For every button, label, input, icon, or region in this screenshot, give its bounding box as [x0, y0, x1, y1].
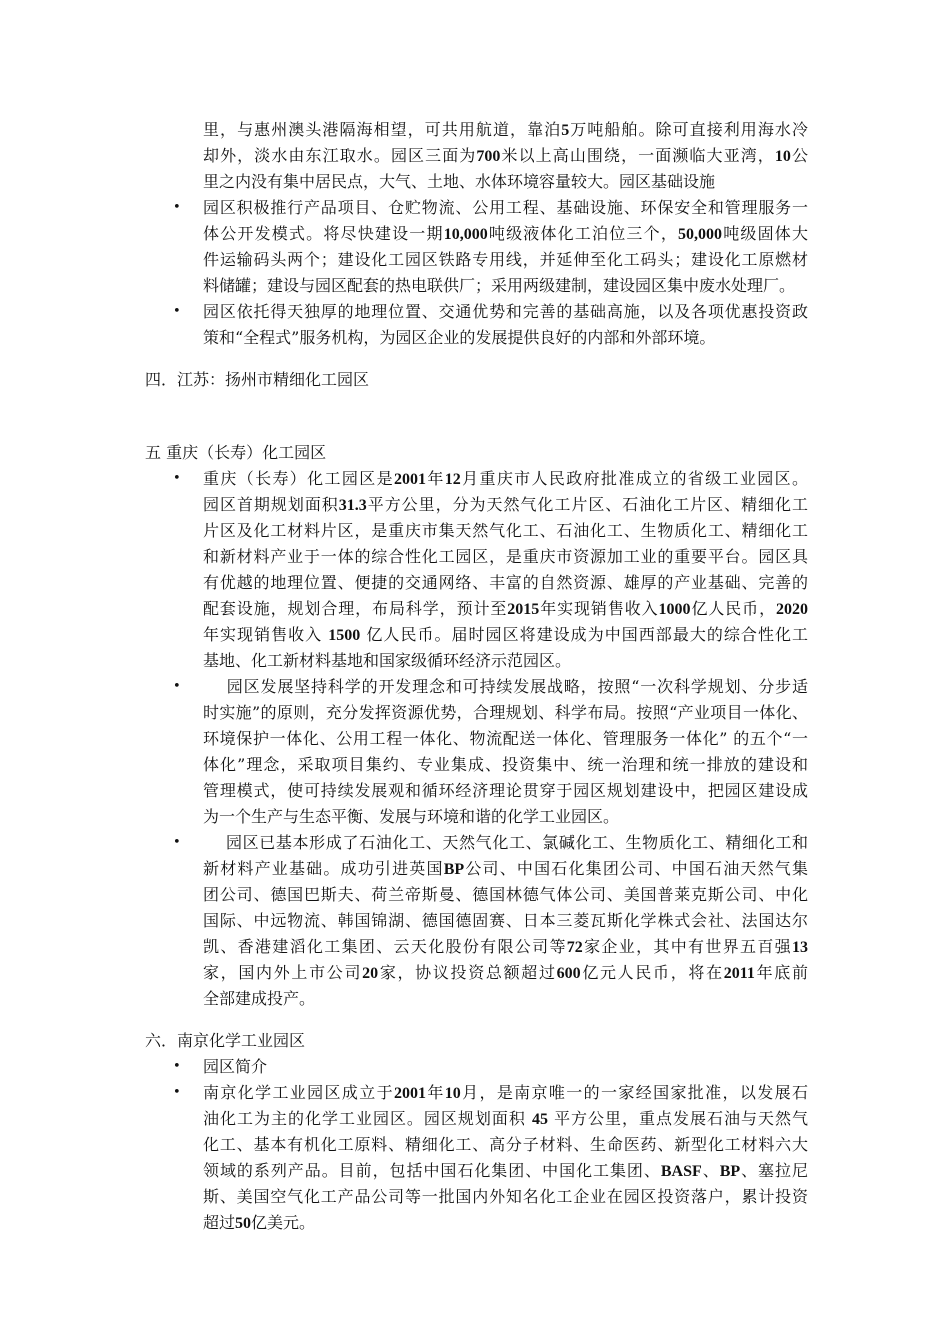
paragraph-line: 国际、中远物流、韩国锦湖、德国德固赛、日本三菱瓦斯化学株式会社、法国达尔 [203, 911, 808, 930]
paragraph-line: 基地、化工新材料基地和国家级循环经济示范园区。 [203, 651, 572, 670]
paragraph-line: 油化工为主的化学工业园区。园区规划面积 45 平方公里，重点发展石油与天然气 [203, 1109, 808, 1128]
paragraph-line: 却外，淡水由东江取水。园区三面为700米以上高山围绕，一面濒临大亚湾，10公 [203, 146, 808, 165]
paragraph-line: 南京化学工业园区成立于2001年10月，是南京唯一的一家经国家批准，以发展石 [203, 1083, 808, 1102]
paragraph-line: 重庆（长寿）化工园区是2001年12月重庆市人民政府批准成立的省级工业园区。 [203, 469, 808, 488]
section-heading: 六．南京化学工业园区 [145, 1031, 306, 1050]
paragraph-line: 全部建成投产。 [203, 989, 316, 1008]
paragraph-line: 体化”理念，采取项目集约、专业集成、投资集中、统一治理和统一排放的建设和 [203, 755, 808, 774]
paragraph-line: 环境保护一体化、公用工程一体化、物流配送一体化、管理服务一体化” 的五个“一 [203, 729, 808, 748]
paragraph-line: 和新材料产业于一体的综合性化工园区，是重庆市资源加工业的重要平台。园区具 [203, 547, 808, 566]
paragraph-line: 园区首期规划面积31.3平方公里，分为天然气化工片区、石油化工片区、精细化工 [203, 495, 808, 514]
bullet-marker: • [173, 304, 181, 319]
paragraph-line: 化工、基本有机化工原料、精细化工、高分子材料、生命医药、新型化工材料六大 [203, 1135, 808, 1154]
paragraph-line: 园区积极推行产品项目、仓贮物流、公用工程、基础设施、环保安全和管理服务一 [203, 198, 808, 217]
paragraph-line: 时实施”的原则，充分发挥资源优势，合理规划、科学布局。按照“产业项目一体化、 [203, 703, 808, 722]
bullet-marker: • [173, 1059, 181, 1074]
bullet-marker: • [173, 835, 181, 850]
paragraph-line: 园区发展坚持科学的开发理念和可持续发展战略，按照“一次科学规划、分步适 [203, 677, 808, 696]
section-heading: 五 重庆（长寿）化工园区 [145, 443, 327, 462]
paragraph-line: 件运输码头两个；建设化工园区铁路专用线，并延伸至化工码头；建设化工原燃材 [203, 250, 808, 269]
paragraph-line: 为一个生产与生态平衡、发展与环境和谐的化学工业园区。 [203, 807, 620, 826]
paragraph-line: 家，国内外上市公司20家，协议投资总额超过600亿元人民币，将在2011年底前 [203, 963, 808, 982]
bullet-marker: • [173, 200, 181, 215]
paragraph-line: 料储罐；建设与园区配套的热电联供厂；采用两级建制，建设园区集中废水处理厂。 [203, 276, 796, 295]
paragraph-line: 体公开发模式。将尽快建设一期10,000吨级液体化工泊位三个，50,000吨级固体大 [203, 224, 808, 243]
paragraph-line: 里，与惠州澳头港隔海相望，可共用航道，靠泊5万吨船舶。除可直接利用海水冷 [203, 120, 808, 139]
paragraph-line: 有优越的地理位置、便捷的交通网络、丰富的自然资源、雄厚的产业基础、完善的 [203, 573, 808, 592]
paragraph-line: 年实现销售收入 1500 亿人民币。届时园区将建设成为中国西部最大的综合性化工 [203, 625, 808, 644]
paragraph-line: 新材料产业基础。成功引进英国BP公司、中国石化集团公司、中国石油天然气集 [203, 859, 808, 878]
paragraph-line: 凯、香港建滔化工集团、云天化股份有限公司等72家企业，其中有世界五百强13 [203, 937, 808, 956]
paragraph-line: 里之内没有集中居民点，大气、土地、水体环境容量较大。园区基础设施 [203, 172, 716, 191]
bullet-marker: • [173, 471, 181, 486]
paragraph-line: 超过50亿美元。 [203, 1213, 316, 1232]
bullet-marker: • [173, 679, 181, 694]
paragraph-line: 策和“全程式”服务机构，为园区企业的发展提供良好的内部和外部环境。 [203, 328, 716, 347]
paragraph-line: 园区简介 [203, 1057, 268, 1076]
paragraph-line: 斯、美国空气化工产品公司等一批国内外知名化工企业在园区投资落户，累计投资 [203, 1187, 808, 1206]
paragraph-line: 领域的系列产品。目前，包括中国石化集团、中国化工集团、BASF、BP、塞拉尼 [203, 1161, 808, 1180]
paragraph-line: 片区及化工材料片区，是重庆市集天然气化工、石油化工、生物质化工、精细化工 [203, 521, 808, 540]
paragraph-line: 管理模式，使可持续发展观和循环经济理论贯穿于园区规划建设中，把园区建设成 [203, 781, 808, 800]
bullet-marker: • [173, 1085, 181, 1100]
section-heading: 四．江苏：扬州市精细化工园区 [145, 370, 370, 389]
paragraph-line: 配套设施，规划合理，布局科学，预计至2015年实现销售收入1000亿人民币，2020 [203, 599, 808, 618]
paragraph-line: 园区已基本形成了石油化工、天然气化工、氯碱化工、生物质化工、精细化工和 [203, 833, 808, 852]
paragraph-line: 团公司、德国巴斯夫、荷兰帝斯曼、德国林德气体公司、美国普莱克斯公司、中化 [203, 885, 808, 904]
paragraph-line: 园区依托得天独厚的地理位置、交通优势和完善的基础高施，以及各项优惠投资政 [203, 302, 808, 321]
